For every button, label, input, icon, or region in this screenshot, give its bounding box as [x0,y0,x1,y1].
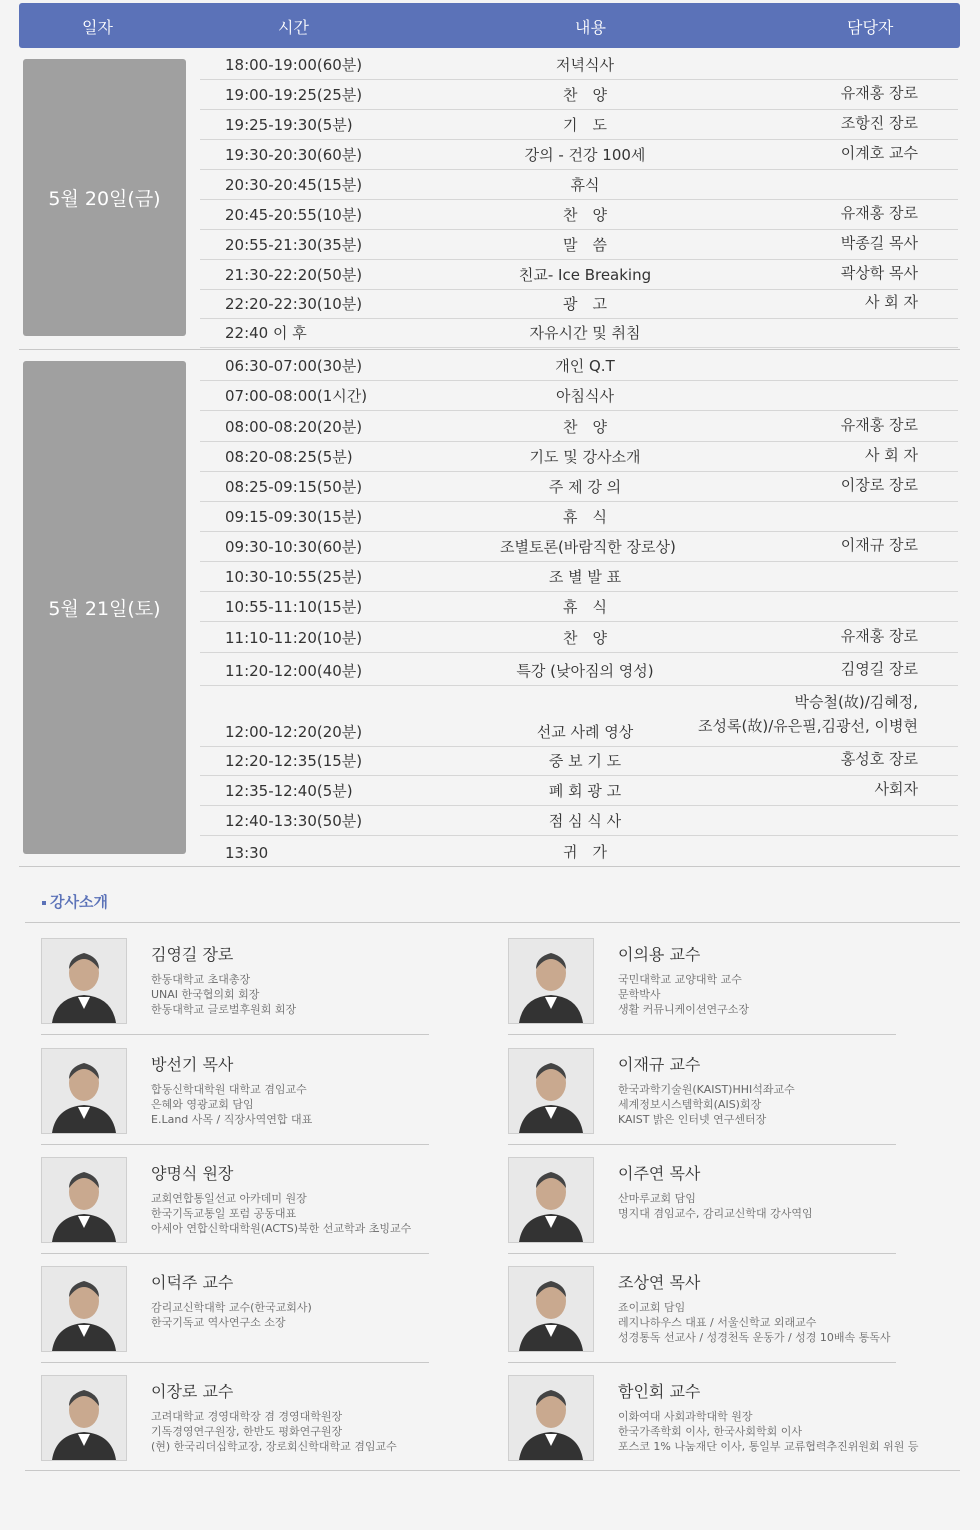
speaker-card [41,1048,431,1158]
row-content: 자유시간 및 취침 [529,324,641,342]
row-content: 저녁식사 [556,56,614,74]
speaker-card [41,1157,431,1267]
row-time: 12:40-13:30(50분) [225,812,363,830]
row-time: 10:55-11:10(15분) [225,598,363,616]
speaker-desc-line: 감리교신학대학 교수(한국교회사) [151,1301,312,1314]
speaker-card [508,938,898,1048]
speaker-desc-line: UNAI 한국협의회 회장 [151,988,260,1001]
row-time: 19:00-19:25(25분) [225,86,363,104]
section-line [25,922,960,923]
row-person: 유재홍 장로 [840,204,918,222]
row-time: 09:15-09:30(15분) [225,508,363,526]
row-time: 08:20-08:25(5분) [225,448,353,466]
speaker-desc-line: (현) 한국리더십학교장, 장로회신학대학교 겸임교수 [151,1440,397,1453]
speaker-desc-line: 한국기독교 역사연구소 소장 [151,1316,286,1329]
schedule-row [200,621,958,653]
row-time: 10:30-10:55(25분) [225,568,363,586]
row-content: 점 심 식 사 [548,812,622,830]
speaker-desc-line: 생활 커뮤니케이션연구소장 [618,1003,750,1016]
speaker-photo [41,938,127,1024]
row-time: 11:10-11:20(10분) [225,629,363,647]
speaker-name: 김영길 장로 [151,945,234,964]
row-time: 09:30-10:30(60분) [225,538,363,556]
speaker-desc [151,1082,312,1127]
speaker-desc-line: 은혜와 영광교회 담임 [151,1098,254,1111]
day2-date: 5월 21일(토) [23,361,186,854]
header-date: 일자 [82,18,113,37]
row-time: 12:00-12:20(20분) [225,723,363,741]
speaker-photo [508,938,594,1024]
row-time: 08:00-08:20(20분) [225,418,363,436]
row-content: 개인 Q.T [555,357,615,375]
schedule-row [200,289,958,319]
row-person: 이장로 장로 [840,476,918,494]
row-content: 찬 양 [563,629,607,647]
row-person: 사 회 자 [864,446,918,464]
speaker-name: 조상연 목사 [618,1273,701,1292]
schedule-row [200,531,958,562]
day1-date: 5월 20일(금) [23,59,186,336]
row-content: 휴식 [570,176,600,194]
schedule-row [200,746,958,776]
row-time: 22:20-22:30(10분) [225,295,363,313]
row-content: 폐 회 광 고 [548,782,622,800]
schedule-row [200,259,958,290]
row-content: 기 도 [563,116,607,134]
speaker-photo [41,1375,127,1461]
row-person [698,690,918,738]
row-time: 12:35-12:40(5분) [225,782,353,800]
speaker-desc-line: 명지대 겸임교수, 감리교신학대 강사역임 [618,1207,813,1220]
schedule-row [200,51,958,80]
schedule-row [200,561,958,592]
row-content: 선교 사례 영상 [536,723,634,741]
speakers-bottom-line [25,1470,960,1471]
speaker-card [41,1375,431,1485]
speaker-desc-line: 한국가족학회 이사, 한국사회학회 이사 [618,1425,803,1438]
speaker-divider [41,1144,429,1145]
row-time: 12:20-12:35(15분) [225,752,363,770]
row-time: 20:55-21:30(35분) [225,236,363,254]
row-time: 08:25-09:15(50분) [225,478,363,496]
speaker-desc [618,1300,891,1345]
row-content: 조 별 발 표 [548,568,622,586]
speaker-photo [508,1266,594,1352]
speaker-desc-line: 교회연합통일선교 아카데미 원장 [151,1192,307,1205]
speaker-desc-line: KAIST 밝은 인터넷 연구센터장 [618,1113,767,1126]
row-time: 18:00-19:00(60분) [225,56,363,74]
speaker-name: 이의용 교수 [618,945,701,964]
schedule-row [200,441,958,472]
speaker-photo [508,1375,594,1461]
row-person: 김영길 장로 [840,660,918,678]
schedule-row [200,775,958,806]
speaker-divider [508,1144,896,1145]
bullet-icon [42,901,46,905]
schedule-row [200,652,958,686]
row-content: 광 고 [563,295,607,313]
row-time: 07:00-08:00(1시간) [225,387,368,405]
speaker-desc-line: 산마루교회 담임 [618,1192,696,1205]
row-content: 찬 양 [563,418,607,436]
speaker-photo [41,1266,127,1352]
schedule-row [200,835,958,867]
speaker-desc-line: 레지나하우스 대표 / 서울신학교 외래교수 [618,1316,817,1329]
schedule-bottom-line [19,866,960,867]
row-person: 박종길 목사 [840,234,918,252]
row-content: 귀 가 [563,843,607,861]
row-content: 아침식사 [556,387,614,405]
row-person: 유재홍 장로 [840,627,918,645]
speaker-card [508,1157,898,1267]
speaker-divider [41,1253,429,1254]
row-content: 찬 양 [563,86,607,104]
speaker-name: 이장로 교수 [151,1382,234,1401]
schedule-row [200,79,958,110]
speaker-name: 이주연 목사 [618,1164,701,1183]
schedule-row [200,139,958,170]
speaker-desc [151,1191,411,1236]
schedule-row [200,380,958,411]
speaker-desc [618,1191,813,1221]
speaker-desc-line: 한국과학기술원(KAIST)HHI석좌교수 [618,1083,795,1096]
schedule-header [19,3,960,48]
schedule-row [200,229,958,260]
schedule-row [200,805,958,836]
row-content: 특강 (낮아짐의 영성) [516,662,654,680]
speaker-card [41,1266,431,1376]
row-content: 조별토론(바람직한 장로상) [500,538,676,556]
speaker-photo [508,1157,594,1243]
row-content: 찬 양 [563,206,607,224]
speaker-divider [508,1362,896,1363]
row-person: 이재규 장로 [840,536,918,554]
row-content: 친교- Ice Breaking [518,266,652,284]
speaker-photo [41,1157,127,1243]
row-time: 21:30-22:20(50분) [225,266,363,284]
speaker-name: 이재규 교수 [618,1055,701,1074]
speaker-name: 양명식 원장 [151,1164,234,1183]
speaker-desc-line: 한동대학교 글로벌후원회 회장 [151,1003,297,1016]
schedule-row [200,685,958,747]
row-time: 06:30-07:00(30분) [225,357,363,375]
speakers-title-text: 강사소개 [50,893,108,911]
row-content: 기도 및 강사소개 [529,448,641,466]
speaker-name: 방선기 목사 [151,1055,234,1074]
speaker-desc [618,972,749,1017]
speaker-desc-line: E.Land 사목 / 직장사역연합 대표 [151,1113,313,1126]
schedule-row [200,591,958,622]
speaker-photo [508,1048,594,1134]
row-person: 유재홍 장로 [840,84,918,102]
row-person-line: 조성록(故)/유은필,김광선, 이병현 [698,717,918,735]
speaker-card [41,938,431,1048]
speaker-desc-line: 성경통독 선교사 / 성경천독 운동가 / 성경 10배속 통독사 [618,1331,891,1344]
schedule-row [200,169,958,200]
speaker-desc [618,1409,918,1454]
schedule-row [200,318,958,348]
header-time: 시간 [278,18,309,37]
day-separator [19,349,960,350]
row-person: 사 회 자 [864,293,918,311]
schedule-row [200,410,958,442]
speaker-desc-line: 기독경영연구원장, 한반도 평화연구원장 [151,1425,343,1438]
row-time: 11:20-12:00(40분) [225,662,363,680]
row-person: 사회자 [874,780,918,798]
row-time: 22:40 이 후 [225,324,307,342]
speaker-divider [41,1034,429,1035]
header-person: 담당자 [847,18,894,37]
row-time: 19:30-20:30(60분) [225,146,363,164]
speaker-desc-line: 아세아 연합신학대학원(ACTS)북한 선교학과 초빙교수 [151,1222,412,1235]
header-content: 내용 [575,18,606,37]
row-time: 19:25-19:30(5분) [225,116,353,134]
speaker-card [508,1266,898,1376]
schedule-row [200,199,958,230]
row-person: 유재홍 장로 [840,416,918,434]
speaker-desc-line: 죠이교회 담임 [618,1301,686,1314]
schedule-row [200,501,958,532]
speaker-desc-line: 문학박사 [618,988,661,1001]
row-content: 강의 - 건강 100세 [524,146,646,164]
speaker-desc-line: 이화여대 사회과학대학 원장 [618,1410,753,1423]
row-time: 20:30-20:45(15분) [225,176,363,194]
speaker-card [508,1048,898,1158]
row-content: 주 제 강 의 [548,478,622,496]
schedule-row [200,109,958,140]
schedule-row [200,471,958,502]
row-person: 홍성호 장로 [840,750,918,768]
row-content: 휴 식 [563,508,607,526]
speaker-desc-line: 국민대학교 교양대학 교수 [618,973,742,986]
speaker-card [508,1375,919,1485]
row-time: 20:45-20:55(10분) [225,206,363,224]
speaker-desc [618,1082,795,1127]
speaker-desc-line: 세계정보시스템학회(AIS)회장 [618,1098,762,1111]
speaker-divider [41,1362,429,1363]
speaker-desc-line: 포스코 1% 나눔재단 이사, 통일부 교류협력추진위원회 위원 등 [618,1440,919,1453]
row-person-line: 박승철(故)/김혜정, [794,693,918,711]
speaker-desc [151,972,296,1017]
speaker-photo [41,1048,127,1134]
speaker-name: 이덕주 교수 [151,1273,234,1292]
speaker-desc [151,1300,312,1330]
speaker-name: 함인회 교수 [618,1382,701,1401]
row-content: 휴 식 [563,598,607,616]
row-person: 곽상학 목사 [840,264,918,282]
schedule-row [200,350,958,381]
speaker-desc-line: 고려대학교 경영대학장 겸 경영대학원장 [151,1410,343,1423]
speaker-desc-line: 한국기독교통일 포럼 공동대표 [151,1207,297,1220]
speaker-desc [151,1409,397,1454]
speaker-desc-line: 합동신학대학원 대학교 겸임교수 [151,1083,307,1096]
row-content: 중 보 기 도 [548,752,622,770]
row-person: 이계호 교수 [840,144,918,162]
row-person: 조항진 장로 [840,114,918,132]
speaker-divider [508,1034,896,1035]
speakers-section-title [42,891,108,912]
speaker-divider [508,1253,896,1254]
row-content: 말 씀 [563,236,607,254]
speaker-desc-line: 한동대학교 초대총장 [151,973,251,986]
row-time: 13:30 [225,844,269,862]
